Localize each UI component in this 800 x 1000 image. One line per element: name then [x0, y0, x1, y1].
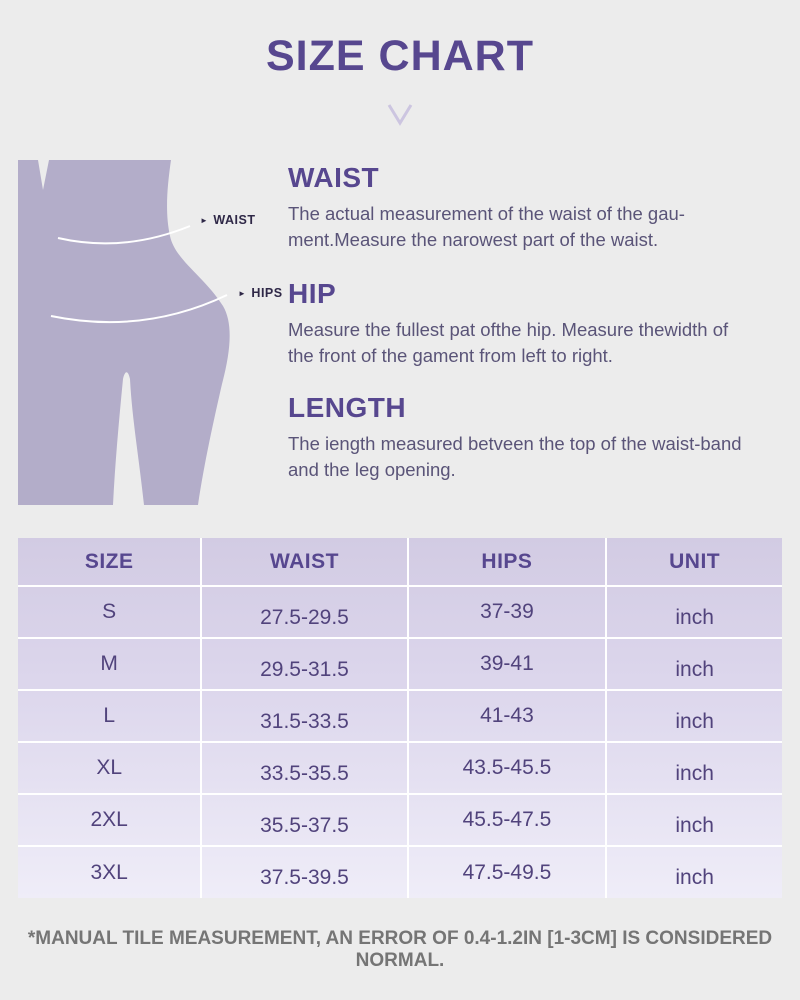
- size-cell: 3XL: [18, 846, 201, 898]
- table-row: [18, 794, 782, 846]
- chevron-down-icon: [384, 98, 416, 135]
- section-body-line: The actual measurement of the waist of the gau-: [288, 203, 685, 224]
- hips-cell: 45.5-47.5: [408, 794, 607, 846]
- section-body-line: The iength measured betveen the top of the waist-band: [288, 433, 742, 454]
- table-row: [18, 690, 782, 742]
- section-waist: [288, 162, 788, 253]
- column-header-size: SIZE: [18, 538, 201, 586]
- waist-cell: 35.5-37.5: [201, 794, 407, 846]
- unit-cell: inch: [606, 742, 782, 794]
- waist-cell: 27.5-29.5: [201, 586, 407, 638]
- table-row: [18, 586, 782, 638]
- section-hip: [288, 278, 788, 369]
- arrow-right-icon: ►: [238, 289, 247, 298]
- waist-cell: 33.5-35.5: [201, 742, 407, 794]
- arrow-right-icon: ►: [200, 216, 209, 225]
- hips-tag: [238, 286, 283, 300]
- hips-cell: 41-43: [408, 690, 607, 742]
- section-body-line: ment.Measure the narowest part of the waist.: [288, 229, 659, 250]
- hips-cell: 39-41: [408, 638, 607, 690]
- waist-cell: 37.5-39.5: [201, 846, 407, 898]
- column-header-waist: WAIST: [201, 538, 407, 586]
- measurement-disclaimer: *MANUAL TILE MEASUREMENT, AN ERROR OF 0.4-1.2IN [1-3CM] IS CONSIDERED NORMAL.: [27, 928, 773, 971]
- hips-cell: 47.5-49.5: [408, 846, 607, 898]
- unit-cell: inch: [606, 690, 782, 742]
- unit-cell: inch: [606, 586, 782, 638]
- table-row: [18, 846, 782, 898]
- size-table: [18, 538, 782, 898]
- section-length: [288, 392, 788, 483]
- body-silhouette-image: [18, 158, 236, 505]
- column-header-unit: UNIT: [606, 538, 782, 586]
- hips-cell: 43.5-45.5: [408, 742, 607, 794]
- section-body-line: the front of the gament from left to right.: [288, 345, 613, 366]
- waist-tag: [200, 213, 256, 227]
- hips-tag-label: HIPS: [251, 286, 283, 300]
- table-header-row: [18, 538, 782, 586]
- page-title: SIZE CHART: [266, 32, 534, 80]
- hips-cell: 37-39: [408, 586, 607, 638]
- section-heading: HIP: [288, 278, 337, 309]
- unit-cell: inch: [675, 866, 714, 889]
- unit-cell: inch: [606, 794, 782, 846]
- section-body-line: and the leg opening.: [288, 459, 456, 480]
- table-row: [18, 742, 782, 794]
- section-body-line: Measure the fullest pat ofthe hip. Measure thewidth of: [288, 319, 729, 340]
- unit-cell: inch: [606, 638, 782, 690]
- size-cell: L: [18, 690, 201, 742]
- section-heading: WAIST: [288, 162, 380, 193]
- size-cell: M: [18, 638, 201, 690]
- size-cell: 2XL: [18, 794, 201, 846]
- waist-tag-label: WAIST: [213, 213, 256, 227]
- table-row: [18, 638, 782, 690]
- body-measurement-diagram: [18, 158, 283, 505]
- section-heading: LENGTH: [288, 392, 407, 423]
- size-cell: XL: [18, 742, 201, 794]
- waist-cell: 29.5-31.5: [201, 638, 407, 690]
- column-header-hips: HIPS: [408, 538, 607, 586]
- waist-cell: 31.5-33.5: [201, 690, 407, 742]
- size-cell: S: [18, 586, 201, 638]
